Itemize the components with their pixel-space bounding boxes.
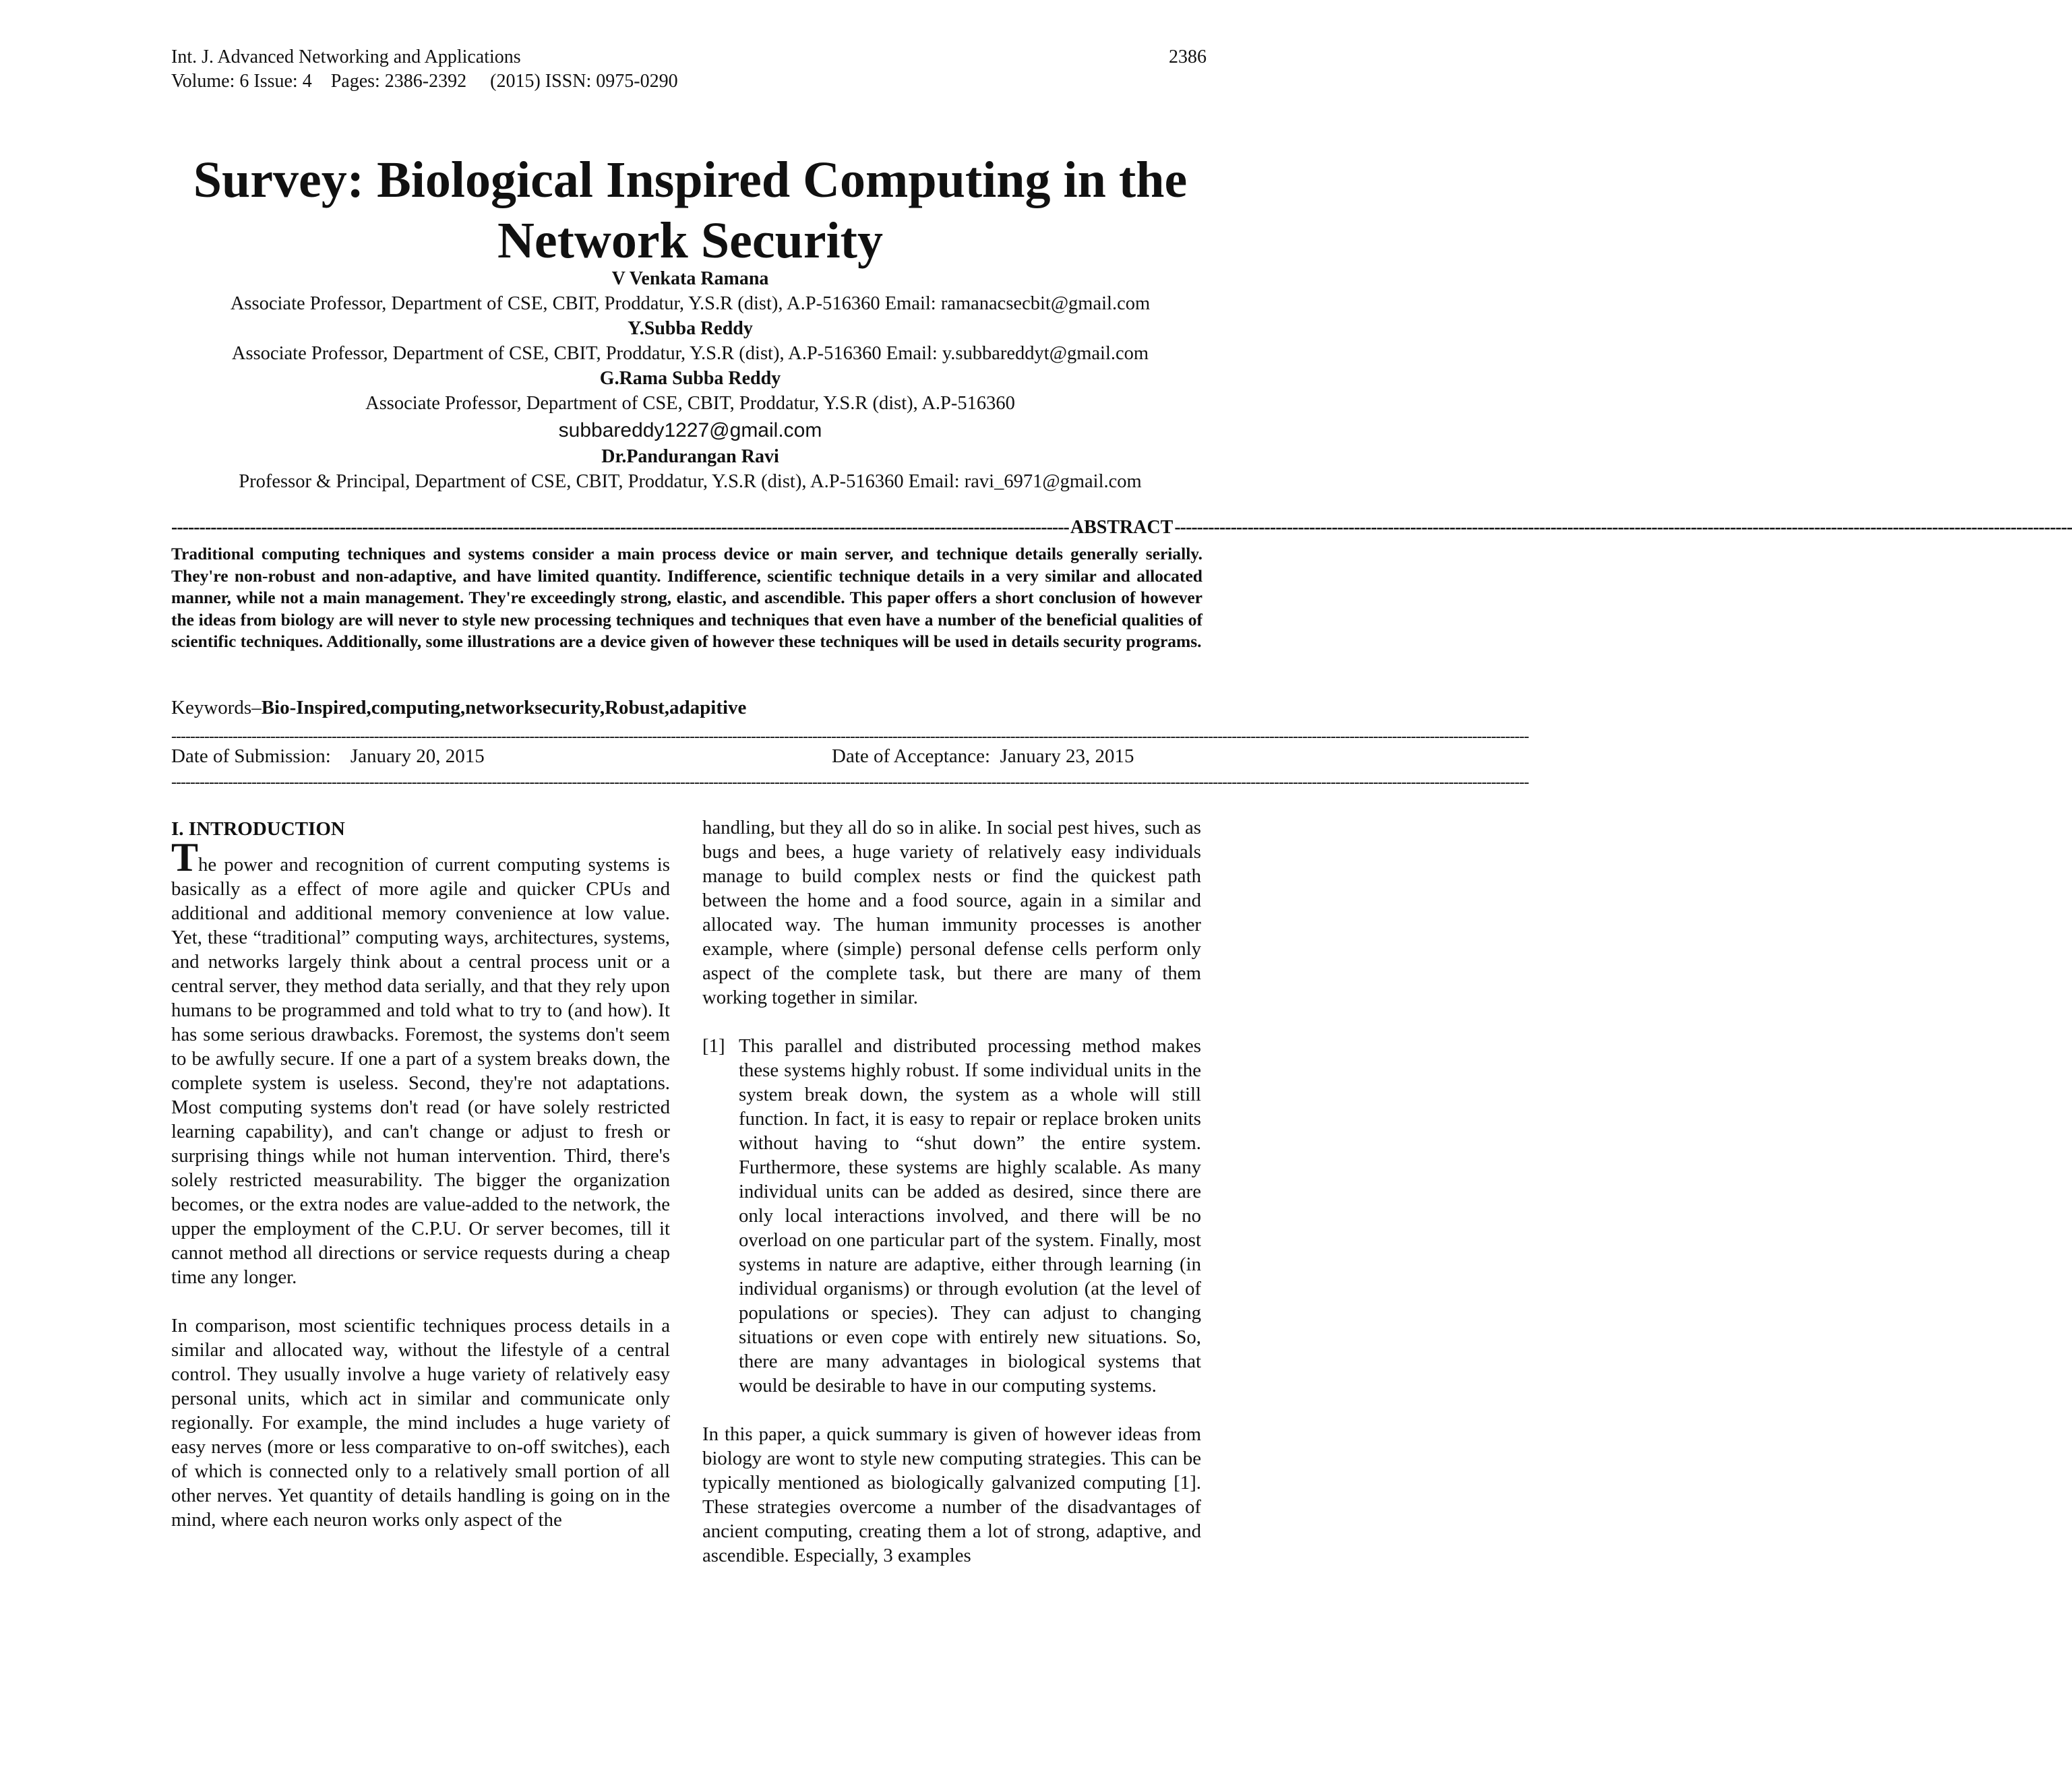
author-affiliation: Associate Professor, Department of CSE, CBIT, Proddatur, Y.S.R (dist), A.P-516360 Email: y.subbareddyt@gmail.com [231,343,1149,364]
author-name: Dr.Pandurangan Ravi [601,446,779,467]
divider-dashes: ---------------------------------------------------------------------------------------------------------------------------------------------------------------- [1174,517,2072,538]
author-name: V Venkata Ramana [611,268,769,289]
author-block [135,267,1246,495]
author-affiliation: Associate Professor, Department of CSE, CBIT, Proddatur, Y.S.R (dist), A.P-516360 [365,393,1015,414]
acceptance-date: Date of Acceptance: January 23, 2015 [832,745,1134,767]
divider-dashes: ---------------------------------------------------------------------------------------------------------------------------------------------------------------- [171,517,1069,538]
author-email: subbareddy1227@gmail.com [558,419,822,441]
reference-item [702,1034,1201,1398]
intro-paragraph-1 [171,835,670,1289]
page-number: 2386 [1169,47,1207,67]
intro-paragraph-2: In comparison, most scientific techniques process details in a similar and allocated way, without the lifestyle of a central control. They usually involve a huge variety of relatively easy personal units, which act in similar and communicate only regionally. For example, the mind includes a huge variety of easy nerves (more or less comparative to on-off switches), each of which is connected only to a relatively small portion of all other nerves. Yet quantity of details handling is going on in the mind, where each neuron works only aspect of the [171,1315,670,1531]
journal-volume-line: Volume: 6 Issue: 4 Pages: 2386-2392 (2015) ISSN: 0975-0290 [171,71,678,92]
drop-cap: T [171,835,199,880]
submission-date: Date of Submission: January 20, 2015 [171,745,485,767]
title-line-1: Survey: Biological Inspired Computing in the [193,152,1188,208]
paper-title [135,150,1246,271]
journal-name: Int. J. Advanced Networking and Applications [171,47,521,67]
divider-line: ------------------------------------------------------------------------------------------------------------------------------------------------------------------------------------------------------------------------------------------------------------------------------------------------ [171,728,1529,745]
keywords [171,694,746,721]
author-name: Y.Subba Reddy [628,318,753,339]
keywords-value: Bio-Inspired,computing,networksecurity,Robust,adapitive [261,697,747,718]
right-column [702,815,1201,1568]
abstract-label: ABSTRACT [1070,517,1174,538]
left-column [171,815,670,1532]
section-heading: I. INTRODUCTION [171,818,345,840]
right-paragraph-1: handling, but they all do so in alike. In social pest hives, such as bugs and bees, a huge variety of relatively easy individuals manage to build complex nests or find the quickest path between the home and a food source, again in a similar and allocated way. The human immunity processes is another example, where (simple) personal defense cells perform only aspect of the complete task, but there are many of them working together in similar. [702,817,1201,1008]
dates-row [171,744,1202,768]
divider-line: ------------------------------------------------------------------------------------------------------------------------------------------------------------------------------------------------------------------------------------------------------------------------------------------------ [171,774,1529,791]
reference-text: This parallel and distributed processing method makes these systems highly robust. If some individual units in the system break down, the system as a whole will still function. In fact, it is easy to repair or replace broken units without having to “shut down” the entire system. Furthermore, these systems are highly scalable. As many individual units can be added as desired, since there are only local interactions involved, and there will be no overload on one particular part of the system. Finally, most systems in nature are adaptive, either through learning (in individual organisms) or through evolution (at the level of populations or species). They can adjust to changing situations or even cope with entirely new situations. So, there are many advantages in biological systems that would be desirable to have in our computing systems. [739,1035,1201,1396]
abstract-text: Traditional computing techniques and systems consider a main process device or main server, and technique details generally serially. They're non-robust and non-adaptive, and have limited quantity. Indifference, scientific technique details in a very similar and allocated manner, while not a main management. They're exceedingly strong, elastic, and ascendible. This paper offers a short conclusion of however the ideas from biology are will never to style new processing techniques and techniques that even have a number of the beneficial qualities of scientific techniques. Additionally, some illustrations are a device given of however these techniques will be used in details security programs. [171,544,1202,651]
keywords-label: Keywords– [171,697,262,718]
abstract-divider [171,516,2072,539]
right-paragraph-2: In this paper, a quick summary is given of however ideas from biology are wont to style new computing strategies. This can be typically mentioned as biologically galvanized computing [1]. These strategies overcome a number of the disadvantages of ancient computing, creating them a lot of strong, adaptive, and ascendible. Especially, 3 examples [702,1423,1201,1566]
title-line-2: Network Security [497,212,883,269]
intro-paragraph-1-text: he power and recognition of current computing systems is basically as a effect of more agile and quicker CPUs and additional and additional memory convenience at low value. Yet, these “traditional” computing ways, architectures, systems, and networks largely think about a central process unit or a central server, they method data serially, and that they rely upon humans to be programmed and told what to try to (and how). It has some serious drawbacks. Foremost, the systems don't seem to be awfully secure. If one a part of a system breaks down, the complete system is useless. Second, they're not adaptations. Most computing systems don't read (or have solely restricted learning capability), and can't change or adjust to fresh or surprising things while not human intervention. Third, there's solely restricted measurability. The bigger the organization becomes, or the extra nodes are value-added to the network, the upper the employment of the C.P.U. Or server becomes, till it cannot method all directions or service requests during a cheap time any longer. [171,854,670,1288]
reference-number: [1] [702,1035,725,1057]
author-affiliation: Professor & Principal, Department of CSE, CBIT, Proddatur, Y.S.R (dist), A.P-516360 Email: ravi_6971@gmail.com [239,471,1142,492]
author-name: G.Rama Subba Reddy [599,368,781,389]
author-affiliation: Associate Professor, Department of CSE, CBIT, Proddatur, Y.S.R (dist), A.P-516360 Email: ramanacsecbit@gmail.com [230,293,1151,314]
